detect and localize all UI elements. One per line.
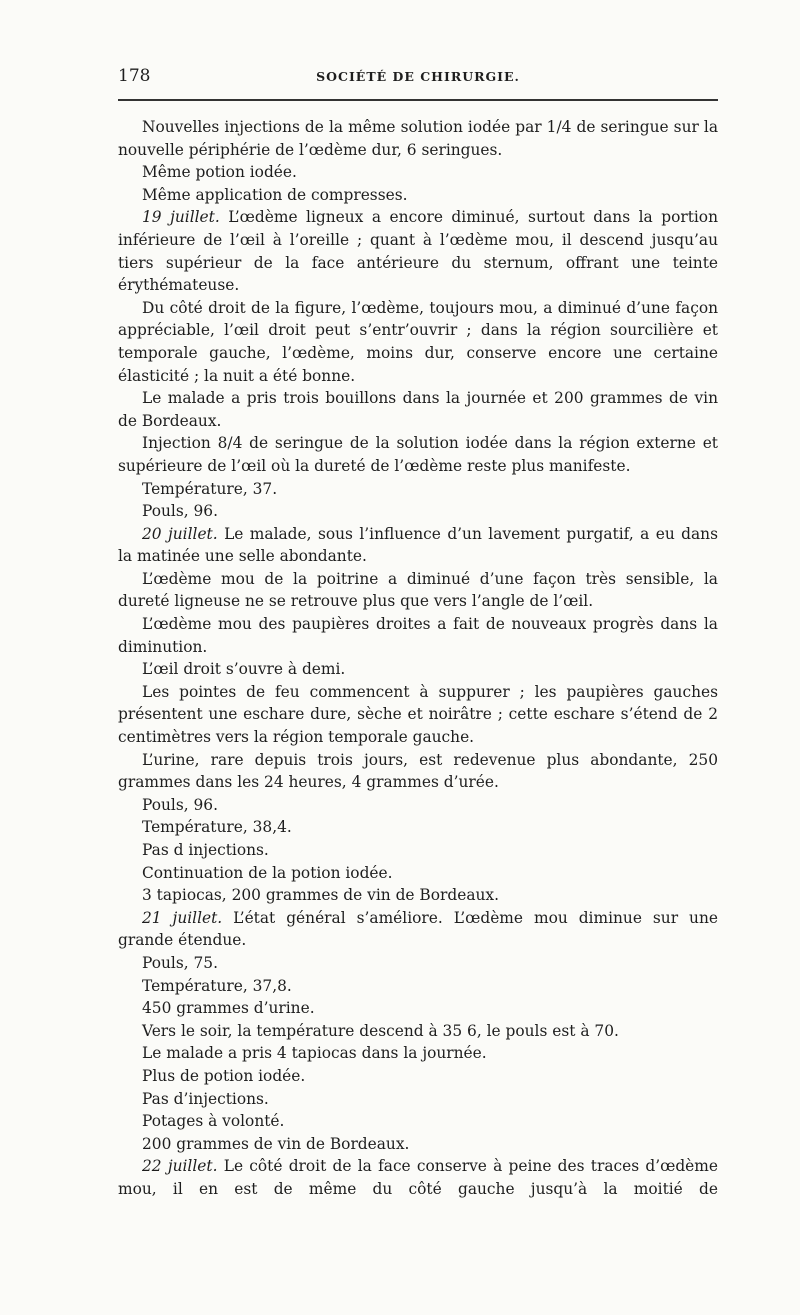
paragraph bbox=[118, 432, 718, 477]
journal-date: 21 juillet. bbox=[142, 908, 223, 927]
paragraph bbox=[118, 658, 718, 681]
paragraph-text: Du côté droit de la figure, l’œdème, toujours mou, a diminué d’une façon appréciable, l’œil droit peut s’entr’ouvrir ; dans la région sourcilière et temporale gauche, l’œdème, moins dur, conserve encore une certaine élasticité ; la nuit a été bonne. bbox=[118, 298, 718, 385]
paragraph bbox=[118, 884, 718, 907]
paragraph-text: Nouvelles injections de la même solution iodée par 1/4 de seringue sur la nouvelle périphérie de l’œdème dur, 6 seringues. bbox=[118, 118, 718, 159]
journal-date: 19 juillet. bbox=[142, 208, 220, 227]
paragraph bbox=[118, 839, 718, 862]
header-rule bbox=[118, 99, 718, 101]
paragraph-text: Pouls, 75. bbox=[142, 953, 218, 972]
paragraph-text: Le malade, sous l’influence d’un lavement purgatif, a eu dans la matinée une selle abondante. bbox=[118, 524, 718, 566]
paragraph-text: Température, 37. bbox=[142, 479, 278, 498]
paragraph-text: L’œil droit s’ouvre à demi. bbox=[142, 660, 346, 679]
paragraph bbox=[118, 794, 718, 817]
paragraph-text: Même application de compresses. bbox=[142, 185, 408, 204]
paragraph-text: Pouls, 96. bbox=[142, 502, 218, 521]
paragraph bbox=[118, 161, 718, 184]
paragraph bbox=[118, 681, 718, 749]
paragraph-text: 3 tapiocas, 200 grammes de vin de Bordeaux. bbox=[142, 886, 499, 905]
paragraph bbox=[118, 1155, 718, 1200]
body-text bbox=[118, 116, 718, 1201]
paragraph bbox=[118, 1088, 718, 1111]
paragraph-text: Le côté droit de la face conserve à peine des traces d’œdème mou, il en est de même du côté gauche jusqu’à la moitié de bbox=[118, 1157, 718, 1198]
paragraph-text: Le malade a pris trois bouillons dans la journée et 200 grammes de vin de Bordeaux. bbox=[118, 389, 718, 430]
paragraph-text: Potages à volonté. bbox=[142, 1112, 285, 1131]
paragraph bbox=[118, 907, 718, 952]
paragraph bbox=[118, 952, 718, 975]
paragraph bbox=[118, 1042, 718, 1065]
paragraph bbox=[118, 1110, 718, 1133]
page-number: 178 bbox=[118, 66, 151, 86]
paragraph bbox=[118, 1065, 718, 1088]
paragraph bbox=[118, 975, 718, 998]
paragraph bbox=[118, 500, 718, 523]
journal-date: 20 juillet. bbox=[142, 524, 218, 543]
paragraph-text: 450 grammes d’urine. bbox=[142, 999, 315, 1018]
paragraph-text: Température, 37,8. bbox=[142, 976, 292, 995]
paragraph-text: Vers le soir, la température descend à 35 6, le pouls est à 70. bbox=[142, 1021, 619, 1040]
paragraph bbox=[118, 523, 718, 568]
paragraph bbox=[118, 613, 718, 658]
paragraph bbox=[118, 749, 718, 794]
paragraph-text: L’œdème mou de la poitrine a diminué d’une façon très sensible, la dureté ligneuse ne se retrouve plus que vers l’angle de l’œil. bbox=[118, 569, 718, 611]
paragraph bbox=[118, 206, 718, 296]
paragraph-text: Pas d’injections. bbox=[142, 1089, 269, 1108]
paragraph-text: Les pointes de feu commencent à suppurer ; les paupières gauches présentent une eschare dure, sèche et noirâtre ; cette eschare s’étend de 2 centimètres vers la région temporale gauche. bbox=[118, 682, 718, 747]
paragraph bbox=[118, 478, 718, 501]
paragraph bbox=[118, 816, 718, 839]
paragraph bbox=[118, 116, 718, 161]
paragraph-text: Pas d injections. bbox=[142, 841, 269, 859]
paragraph-text: L’urine, rare depuis trois jours, est redevenue plus abondante, 250 grammes dans les 24 heures, 4 grammes d’urée. bbox=[118, 750, 718, 792]
paragraph-text: Le malade a pris 4 tapiocas dans la journée. bbox=[142, 1044, 487, 1063]
running-head bbox=[118, 66, 718, 90]
paragraph-text: L’œdème ligneux a encore diminué, surtout dans la portion inférieure de l’œil à l’oreille ; quant à l’œdème mou, il descend jusqu’au tiers supérieur de la face antérieure du sternum, offrant une teinte érythémateuse. bbox=[118, 208, 718, 295]
paragraph bbox=[118, 997, 718, 1020]
journal-date: 22 juillet. bbox=[142, 1157, 218, 1176]
paragraph-text: Injection 8/4 de seringue de la solution iodée dans la région externe et supérieure de l’œil où la dureté de l’œdème reste plus manifeste. bbox=[118, 434, 718, 475]
paragraph-text: Pouls, 96. bbox=[142, 795, 218, 814]
paragraph bbox=[118, 387, 718, 432]
paragraph-text: Continuation de la potion iodée. bbox=[142, 863, 393, 882]
paragraph-text: L’œdème mou des paupières droites a fait de nouveaux progrès dans la diminution. bbox=[118, 615, 718, 656]
paragraph bbox=[118, 862, 718, 885]
paragraph bbox=[118, 297, 718, 387]
paragraph-text: 200 grammes de vin de Bordeaux. bbox=[142, 1134, 410, 1153]
paragraph bbox=[118, 184, 718, 207]
paragraph-text: Plus de potion iodée. bbox=[142, 1066, 306, 1085]
paragraph bbox=[118, 1133, 718, 1156]
paragraph bbox=[118, 1020, 718, 1043]
paragraph bbox=[118, 568, 718, 613]
paragraph-text: L’état général s’améliore. L’œdème mou diminue sur une grande étendue. bbox=[118, 908, 718, 950]
paragraph-text: Même potion iodée. bbox=[142, 163, 297, 182]
running-title: SOCIÉTÉ DE CHIRURGIE. bbox=[316, 69, 520, 84]
paragraph-text: Température, 38,4. bbox=[142, 818, 292, 837]
